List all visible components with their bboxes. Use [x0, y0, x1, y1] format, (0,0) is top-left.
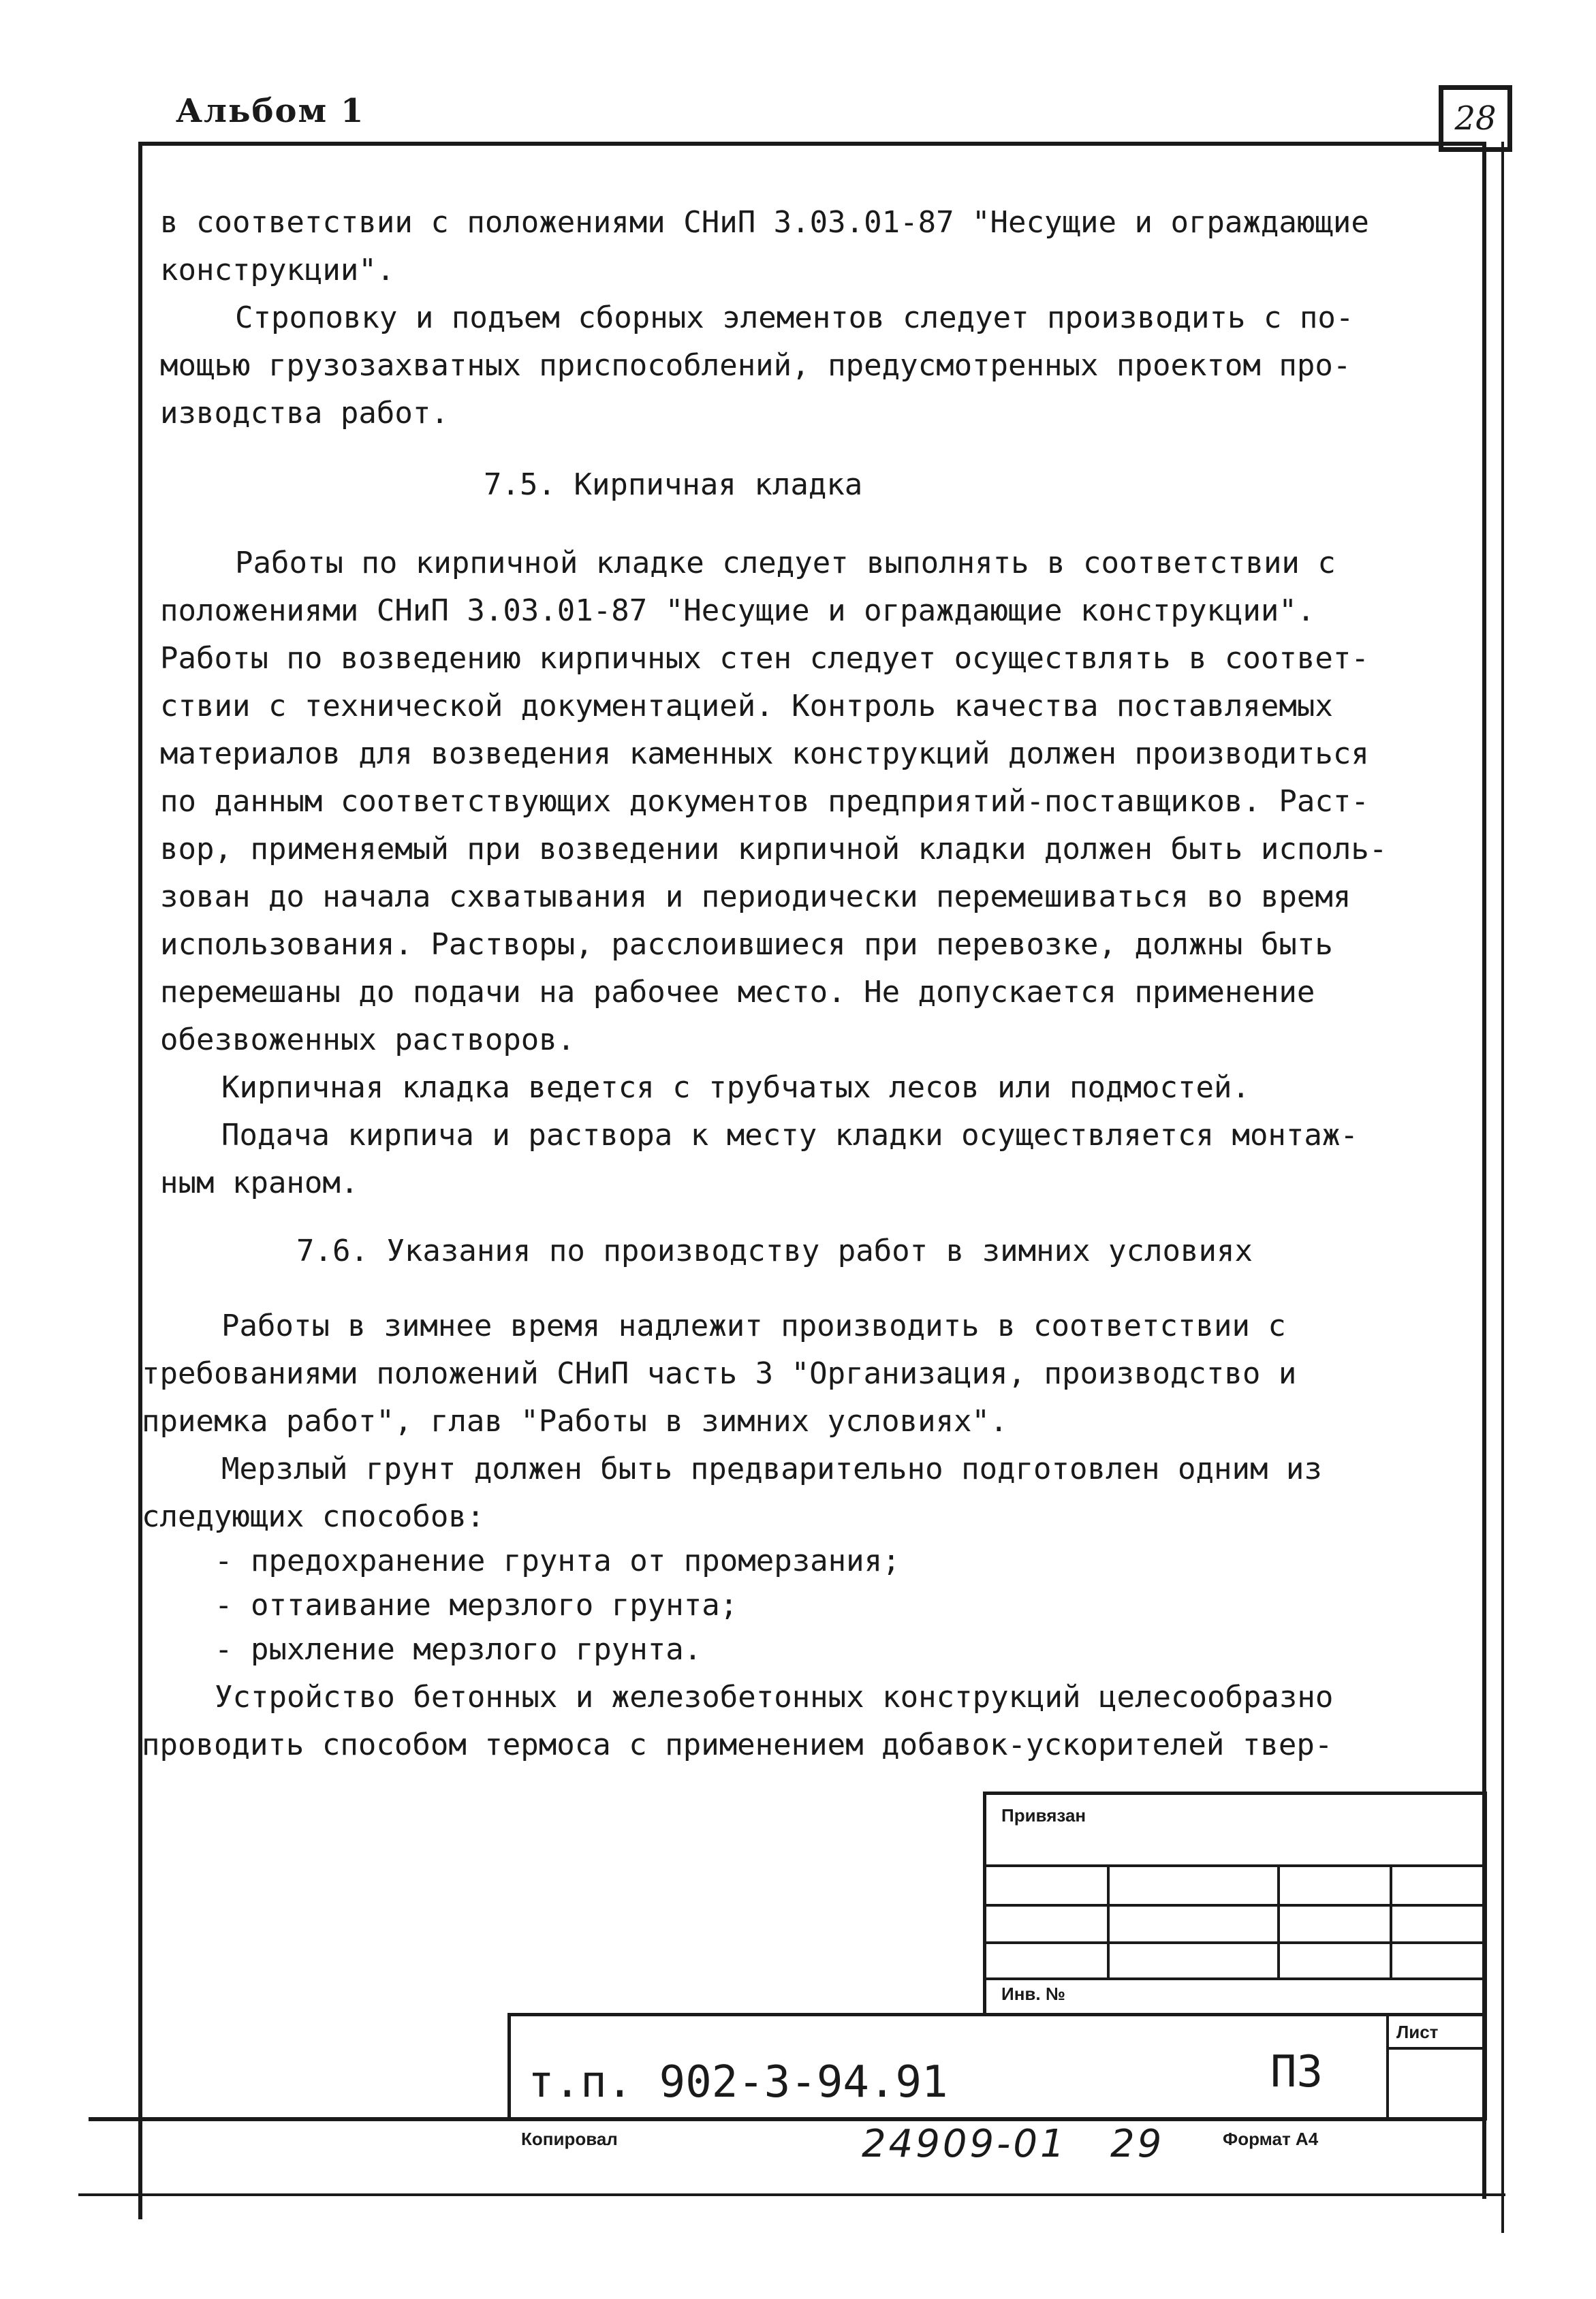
list-item: - рыхление мерзлого грунта.	[215, 1632, 702, 1667]
document-code: т.п. 902-3-94.91	[528, 2057, 948, 2108]
stamp-row-line	[983, 1977, 1487, 1980]
text-line: Работы в зимнее время надлежит производить в соответствии с	[221, 1309, 1286, 1343]
text-line: использования. Растворы, расслоившиеся при перевозке, должны быть	[160, 927, 1333, 962]
list-label: Лист	[1396, 2022, 1439, 2042]
stamp-column-line	[1107, 1864, 1110, 1979]
sheet-count: 29	[1110, 2122, 1165, 2166]
section-heading-7-5: 7.5. Кирпичная кладка	[484, 467, 863, 502]
copied-label: Копировал	[521, 2129, 618, 2149]
frame-right-outer-line	[1501, 142, 1504, 2233]
text-line: перемешаны до подачи на рабочее место. Не допускается применение	[160, 975, 1315, 1010]
inv-label: Инв. №	[1001, 1984, 1065, 2004]
title-block-divider	[1386, 2013, 1389, 2118]
text-line: Устройство бетонных и железобетонных конструкций целесообразно	[215, 1680, 1334, 1715]
page-number: 28	[1439, 85, 1512, 152]
privyazan-label: Привязан	[1001, 1805, 1086, 1826]
text-line: мощью грузозахватных приспособлений, предусмотренных проектом про-	[160, 348, 1351, 383]
text-line: в соответствии с положениями СНиП 3.03.01-87 "Несущие и ограждающие	[160, 205, 1369, 240]
text-line: Мерзлый грунт должен быть предварительно подготовлен одним из	[221, 1452, 1322, 1486]
section-heading-7-6: 7.6. Указания по производству работ в зимних условиях	[296, 1234, 1253, 1268]
text-line: Работы по кирпичной кладке следует выполнять в соответствии с	[235, 546, 1336, 580]
list-item: - оттаивание мерзлого грунта;	[215, 1588, 738, 1623]
text-line: приемка работ", глав "Работы в зимних условиях".	[142, 1404, 1008, 1439]
stamp-column-line	[1390, 1864, 1392, 1979]
text-line: ным краном.	[160, 1166, 359, 1200]
text-line: требованиями положений СНиП часть 3 "Организация, производство и	[142, 1356, 1297, 1391]
text-line: изводства работ.	[160, 396, 449, 431]
text-line: по данным соответствующих документов предприятий-поставщиков. Раст-	[160, 784, 1369, 819]
format-label: Формат А4	[1223, 2129, 1319, 2149]
stamp-row-line	[983, 1864, 1487, 1867]
text-line: Работы по возведению кирпичных стен следует осуществлять в соответ-	[160, 641, 1369, 676]
order-number: 24909-01	[862, 2122, 1067, 2166]
text-line: Строповку и подъем сборных элементов следует производить с по-	[235, 300, 1354, 335]
text-line: вор, применяемый при возведении кирпичной кладки должен быть исполь-	[160, 832, 1388, 866]
text-line: зован до начала схватывания и периодически перемешиваться во время	[160, 879, 1351, 914]
frame-left-line	[138, 142, 142, 2219]
list-cell-line	[1386, 2047, 1487, 2050]
text-line: материалов для возведения каменных конструкций должен производиться	[160, 736, 1369, 771]
list-item: - предохранение грунта от промерзания;	[215, 1544, 901, 1578]
stamp-row-line	[983, 1941, 1487, 1944]
text-line: следующих способов:	[142, 1499, 485, 1534]
stamp-row-line	[983, 1904, 1487, 1907]
frame-top-line	[142, 142, 1486, 146]
text-line: Подача кирпича и раствора к месту кладки осуществляется монтаж-	[221, 1118, 1358, 1153]
text-line: конструкции".	[160, 253, 395, 287]
text-line: Кирпичная кладка ведется с трубчатых лесов или подмостей.	[221, 1070, 1250, 1105]
text-line: ствии с технической документацией. Контроль качества поставляемых	[160, 689, 1333, 723]
text-line: проводить способом термоса с применением добавок-ускорителей твер-	[142, 1727, 1333, 1762]
frame-bottom-outer-line	[78, 2193, 1505, 2196]
album-label: Альбом 1	[176, 92, 365, 130]
text-line: обезвоженных растворов.	[160, 1022, 576, 1057]
stamp-column-line	[1277, 1864, 1280, 1979]
sheet-code: ПЗ	[1270, 2047, 1324, 2097]
text-line: положениями СНиП 3.03.01-87 "Несущие и ограждающие конструкции".	[160, 593, 1315, 628]
